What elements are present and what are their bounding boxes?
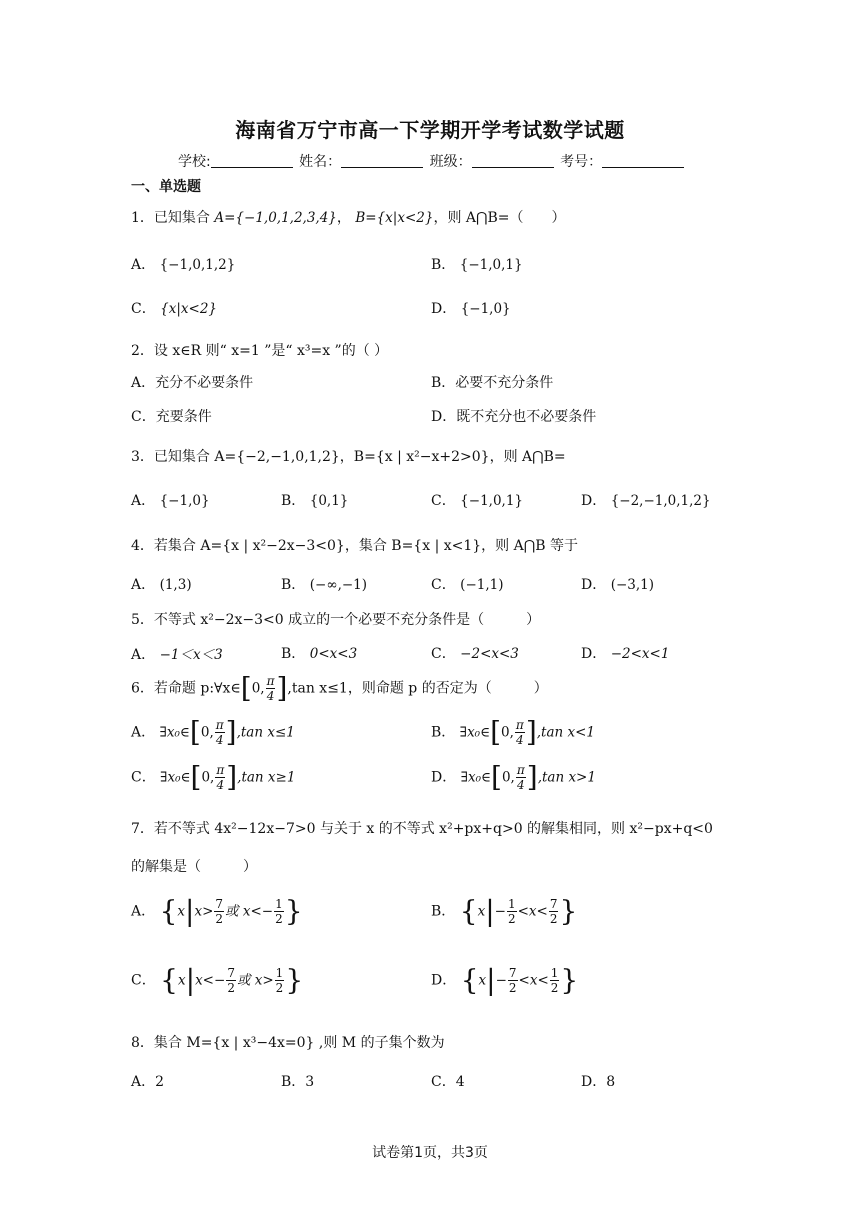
pi-numerator: π [516,763,525,777]
q6-option-c[interactable]: C． ∃x₀∈[0, $\frac{\pi}{4}$ ],tan x≥1 [131,760,296,794]
q6-option-b[interactable]: B． ∃x₀∈[0, $\frac{\pi}{4}$ ],tan x<1 [431,715,596,749]
q4-option-b[interactable] [281,574,367,594]
pi-denominator: 4 [215,733,224,747]
q7-option-b[interactable]: B． {x|− $\frac{1}{2}$ <x< $\frac{7}{2}$ } [431,894,578,928]
id-blank[interactable] [602,153,684,168]
option-label: A． [131,375,156,391]
q6-interval-left: 0, [251,680,265,697]
rel-mid: <x< [517,903,548,920]
denominator-2: 2 [275,912,283,926]
option-label: B． [431,724,456,741]
option-label: A． [131,647,156,663]
pi-denominator: 4 [216,778,225,792]
school-blank[interactable] [211,153,293,168]
pi-numerator: π [216,763,225,777]
q7-option-a[interactable]: A． {x|x> $\frac{7}{2}$ 或 x<− $\frac{1}{2}$ } [131,894,303,928]
q5-option-c[interactable] [431,643,519,663]
option-label: C． [431,577,456,593]
q1-set-a: A={−1,0,1,2,3,4} [214,210,337,226]
option-text: −2<x<1 [610,646,670,662]
q8-option-d[interactable] [581,1071,615,1091]
q1-option-b[interactable] [431,254,523,274]
numerator-1: 7 [227,966,235,980]
rel-1: − [494,903,506,920]
option-text: 既不充分也不必要条件 [456,409,597,425]
id-label: 考号： [560,154,603,170]
rel-mid: 或 x> [236,972,274,989]
question-6: 6．若命题 p:∀x∈[0, $\frac{\pi}{4}$ ],tan x≤1，则命题 p 的否定为（ ） [131,671,548,705]
numerator-1: 1 [507,897,516,911]
option-pre: ∃x₀∈ [460,769,492,786]
option-label: A． [131,577,156,593]
option-text: {x|x<2} [160,301,218,317]
q8-option-b[interactable] [281,1071,314,1091]
option-label: A． [131,1074,156,1090]
option-text: {−1,0} [460,301,511,317]
q6-option-a[interactable]: A． ∃x₀∈[0, $\frac{\pi}{4}$ ],tan x≤1 [131,715,295,749]
interval-left: 0, [501,769,515,786]
option-text: 8 [606,1074,616,1090]
option-label: B． [431,375,456,391]
option-post: ,tan x≥1 [237,769,296,786]
option-label: D． [431,972,457,989]
rel-mid: 或 x<− [225,903,274,920]
set-var: x [478,972,487,989]
option-label: B． [431,257,456,273]
denominator-2: 2 [550,981,559,995]
q5-option-d[interactable] [581,643,669,663]
option-text: {0,1} [309,493,349,509]
question-3: 3．已知集合 A={−2,−1,0,1,2}，B={x | x²−x+2>0}，则 A⋂B= [131,449,566,465]
q1-option-a[interactable] [131,254,235,274]
question-1 [131,207,566,227]
numerator-2: 1 [275,897,283,911]
q6-option-d[interactable]: D． ∃x₀∈[0, $\frac{\pi}{4}$ ],tan x>1 [431,760,596,794]
q1-option-c[interactable] [131,298,217,318]
rel-mid: <x< [518,972,549,989]
q7-option-c[interactable]: C． {x|x<− $\frac{7}{2}$ 或 x> $\frac{1}{2}$ } [131,963,304,997]
numerator-2: 7 [549,897,558,911]
option-label: B． [281,577,306,593]
numerator-1: 7 [215,897,224,911]
option-label: A． [131,257,156,273]
denominator-1: 2 [215,912,224,926]
q8-option-a[interactable] [131,1071,164,1091]
option-pre: ∃x₀∈ [159,724,190,741]
set-var: x [177,903,186,920]
interval-left: 0, [201,769,215,786]
option-label: A． [131,493,156,509]
denominator-2: 2 [549,912,558,926]
q5-option-a[interactable] [131,643,223,664]
question-7-line-1: 7．若不等式 4x²−12x−7>0 与关于 x 的不等式 x²+px+q>0 的解集相同，则 x²−px+q<0 [131,821,713,837]
numerator-1: 7 [508,966,517,980]
q4-option-d[interactable] [581,574,654,594]
question-5: 5．不等式 x²−2x−3<0 成立的一个必要不充分条件是（ ） [131,612,541,628]
numerator-2: 1 [275,966,284,980]
q2-option-a[interactable] [131,372,253,392]
denominator-1: 2 [227,981,235,995]
option-label: D． [431,301,457,317]
option-text: 必要不充分条件 [455,375,554,391]
q1-set-b: B={x|x<2} [355,210,434,226]
option-text: 充分不必要条件 [155,375,254,391]
option-text: −2<x<3 [460,646,519,662]
option-text: (−∞,−1) [309,577,368,593]
option-text: 0<x<3 [309,646,358,662]
option-post: ,tan x<1 [536,724,596,741]
class-label: 班级： [429,154,472,170]
page-title: 海南省万宁市高一下学期开学考试数学试题 [235,118,625,142]
pi-denominator: 4 [516,733,524,747]
option-label: B． [431,903,456,920]
option-label: A． [131,903,156,920]
option-label: A． [131,724,156,741]
section-heading: 一、单选题 [131,179,201,195]
option-text: (−3,1) [610,577,655,593]
option-text: {−1,0} [159,493,210,509]
q2-option-c[interactable] [131,406,212,426]
option-pre: ∃x₀∈ [160,769,191,786]
option-text: 2 [155,1074,165,1090]
q7-option-d[interactable]: D． {x|− $\frac{7}{2}$ <x< $\frac{1}{2}$ } [431,963,579,997]
denominator-1: 2 [508,981,517,995]
option-post: ,tan x≤1 [236,724,295,741]
q1-tail: ，则 A⋂B=（ ） [433,210,566,226]
option-label: D． [581,1074,607,1090]
set-var: x [477,903,486,920]
rel-1: x> [194,903,214,920]
student-info-line [178,151,686,171]
option-pre: ∃x₀∈ [459,724,491,741]
q3-option-a[interactable] [131,490,210,510]
question-7-line-2: 的解集是（ ） [131,859,257,875]
q2-option-b[interactable] [431,372,553,392]
q3-option-d[interactable] [581,490,711,510]
option-text: {−1,0,1,2} [159,257,236,273]
q5-option-b[interactable] [281,643,357,663]
interval-left: 0, [501,724,514,741]
set-var: x [178,972,186,989]
option-label: C． [131,972,156,989]
option-label: B． [281,646,306,662]
q4-option-a[interactable] [131,574,192,594]
option-text: (1,3) [159,577,192,593]
question-4: 4．若集合 A={x | x²−2x−3<0}，集合 B={x | x<1}，则 A⋂B 等于 [131,538,578,554]
q3-option-b[interactable] [281,490,348,510]
option-text: 充要条件 [155,409,212,425]
option-text: (−1,1) [460,577,504,593]
option-label: C． [431,1074,456,1090]
option-label: C． [131,301,156,317]
pi-denominator: 4 [516,778,525,792]
option-label: C． [131,409,156,425]
q3-option-c[interactable] [431,490,523,510]
denominator-2: 2 [275,981,284,995]
name-blank[interactable] [341,153,423,168]
pi-denominator: 4 [266,689,275,703]
school-label: 学校: [178,154,211,170]
option-label: D． [581,646,607,662]
q1-option-d[interactable] [431,298,511,318]
option-post: ,tan x>1 [537,769,596,786]
rel-1: x<− [195,972,226,989]
option-label: D． [581,577,607,593]
option-label: C． [431,646,456,662]
option-label: D． [581,493,607,509]
page-footer: 试卷第1页，共3页 [372,1145,488,1161]
option-text: −1＜x＜3 [159,647,223,663]
q2-option-d[interactable] [431,406,596,426]
q6-tail: ,tan x≤1，则命题 p 的否定为（ ） [287,680,548,697]
q1-sep: ， [336,210,351,226]
name-label: 姓名： [299,154,342,170]
rel-1: − [495,972,507,989]
numerator-2: 1 [550,966,559,980]
question-8: 8．集合 M={x | x³−4x=0} ,则 M 的子集个数为 [131,1035,445,1051]
option-text: 3 [305,1074,315,1090]
option-label: B． [281,493,306,509]
option-text: {−2,−1,0,1,2} [610,493,711,509]
option-text: 4 [455,1074,465,1090]
pi-numerator: π [515,718,524,732]
pi-numerator: π [266,674,275,688]
option-label: D． [431,409,457,425]
denominator-1: 2 [507,912,516,926]
option-label: C． [431,493,456,509]
q8-option-c[interactable] [431,1071,465,1091]
option-label: C． [131,769,156,786]
interval-left: 0, [200,724,214,741]
q6-prefix: 6．若命题 p:∀x∈ [131,680,241,697]
option-text: {−1,0,1} [460,493,524,509]
option-label: B． [281,1074,306,1090]
question-2: 2．设 x∈R 则“ x=1 ”是“ x³=x ”的（ ） [131,343,389,359]
q4-option-c[interactable] [431,574,504,594]
option-text: {−1,0,1} [459,257,523,273]
class-blank[interactable] [472,153,554,168]
q1-prefix: 1．已知集合 [131,210,215,226]
option-label: D． [431,769,457,786]
pi-numerator: π [215,718,224,732]
